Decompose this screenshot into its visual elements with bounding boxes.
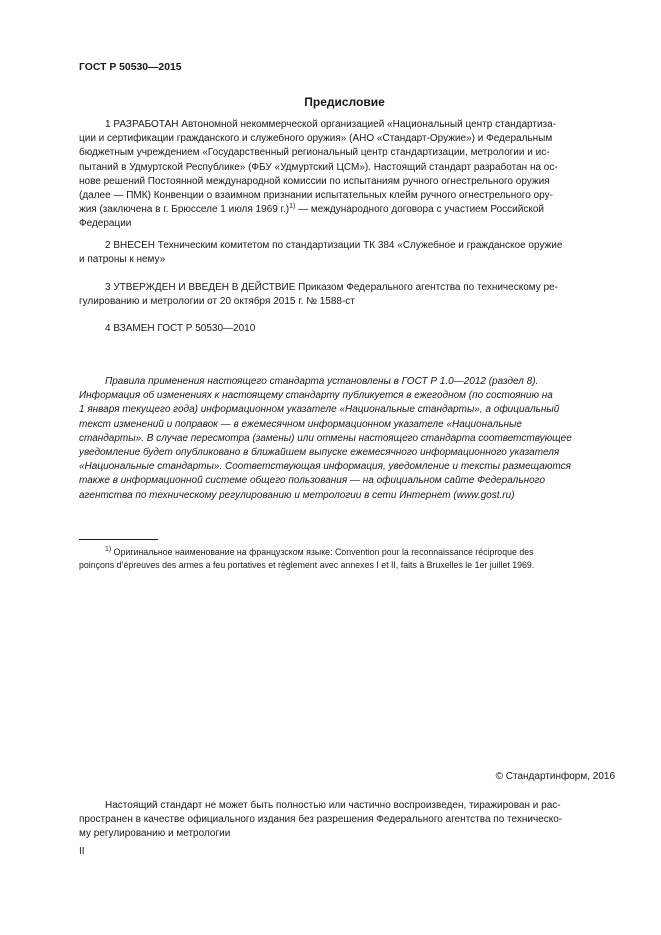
text-line: (далее — ПМК) Конвенции о взаимном признании испытательных клейм ручного огнестрельного ору- — [79, 190, 553, 202]
text-line: му регулированию и метрологии — [79, 828, 231, 839]
foreword-item-1 — [79, 118, 615, 232]
text-line: $^{1)}$ Оригинальное наименование на французском языке: Convention pour la reconnaissance réciproque des — [105, 546, 534, 557]
text-line: ции и сертификации гражданского и служебного оружия» (АНО «Стандарт-Оружие») и Федеральным — [79, 133, 553, 145]
copyright-line: © Стандартинформ, 2016 — [495, 771, 615, 782]
footnote-divider — [79, 539, 158, 540]
text-line: жия (заключена в г. Брюсселе 1 июля 1969 г.)$^{1)}$ — международного договора с участием Российской — [79, 203, 544, 216]
text-line: 2 ВНЕСЕН Техническим комитетом по стандартизации ТК 384 «Служебное и гражданское оружие — [105, 240, 563, 251]
footnote-mark: 1) — [105, 546, 112, 553]
text-line: «Национальные стандарты». Соответствующая информация, уведомление и тексты размещаются — [79, 461, 571, 473]
foreword-item-2 — [79, 239, 615, 267]
footnote — [79, 546, 615, 571]
reproduction-notice — [79, 799, 615, 841]
foreword-item-3 — [79, 281, 615, 309]
text-line: Правила применения настоящего стандарта установлены в ГОСТ Р 1.0—2012 (раздел 8). — [105, 376, 539, 387]
text-line: 3 УТВЕРЖДЕН И ВВЕДЕН В ДЕЙСТВИЕ Приказом Федерального агентства по техническому ре- — [105, 282, 558, 293]
text-line: гулированию и метрологии от 20 октября 2015 г. № 1588-ст — [79, 296, 355, 308]
application-rules-note — [79, 375, 615, 503]
text-line: 1 января текущего года) информационном указателе «Национальные стандарты», а официальный — [79, 404, 560, 416]
text-line: poinçons d’épreuves des armes a feu portatives et règlement avec annexes I et II, faits à Bruxelles le 1er juillet 1969. — [79, 559, 535, 570]
text-line: бюджетным учреждением «Государственный региональный центр стандартизации, метрологии и ис- — [79, 147, 550, 159]
text-line: стандарты». В случае пересмотра (замены) или отмены настоящего стандарта соответствующее — [79, 432, 572, 444]
text-line: 1 РАЗРАБОТАН Автономной некоммерческой организацией «Национальный центр стандартиза- — [105, 119, 557, 130]
page-title: Предисловие — [304, 95, 385, 109]
text-line: Настоящий стандарт не может быть полностью или частично воспроизведен, тиражирован и рас- — [105, 800, 561, 811]
text-line: также в информационной системе общего пользования — на официальном сайте Федерального — [79, 475, 546, 487]
text-line: текст изменений и поправок — в ежемесячном информационном указателе «Национальные — [79, 418, 522, 430]
document-code: ГОСТ Р 50530—2015 — [79, 62, 182, 73]
text-line: 4 ВЗАМЕН ГОСТ Р 50530—2010 — [105, 323, 256, 334]
text-line: пытаний в Удмуртской Республике» (ФБУ «Удмуртский ЦСМ»). Настоящий стандарт разработан на ос- — [79, 161, 558, 173]
foreword-item-4 — [79, 322, 615, 336]
text-line: уведомление будет опубликовано в ближайшем выпуске ежемесячного информационного указателя — [79, 447, 560, 459]
text-line: Федерации — [79, 218, 132, 230]
text-line: и патроны к нему» — [79, 254, 166, 266]
text-line: агентства по техническому регулированию и метрологии в сети Интернет (www.gost.ru) — [79, 489, 515, 501]
text-line: Информация об изменениях к настоящему стандарту публикуется в ежегодном (по состоянию на — [79, 390, 553, 402]
text-line: пространен в качестве официального издания без разрешения Федерального агентства по техническо- — [79, 814, 563, 825]
footnote-reference[interactable]: 1) — [289, 203, 296, 211]
text-line: нове решений Постоянной международной комиссии по испытаниям ручного огнестрельного оружия — [79, 175, 550, 187]
page-number: II — [79, 846, 85, 857]
